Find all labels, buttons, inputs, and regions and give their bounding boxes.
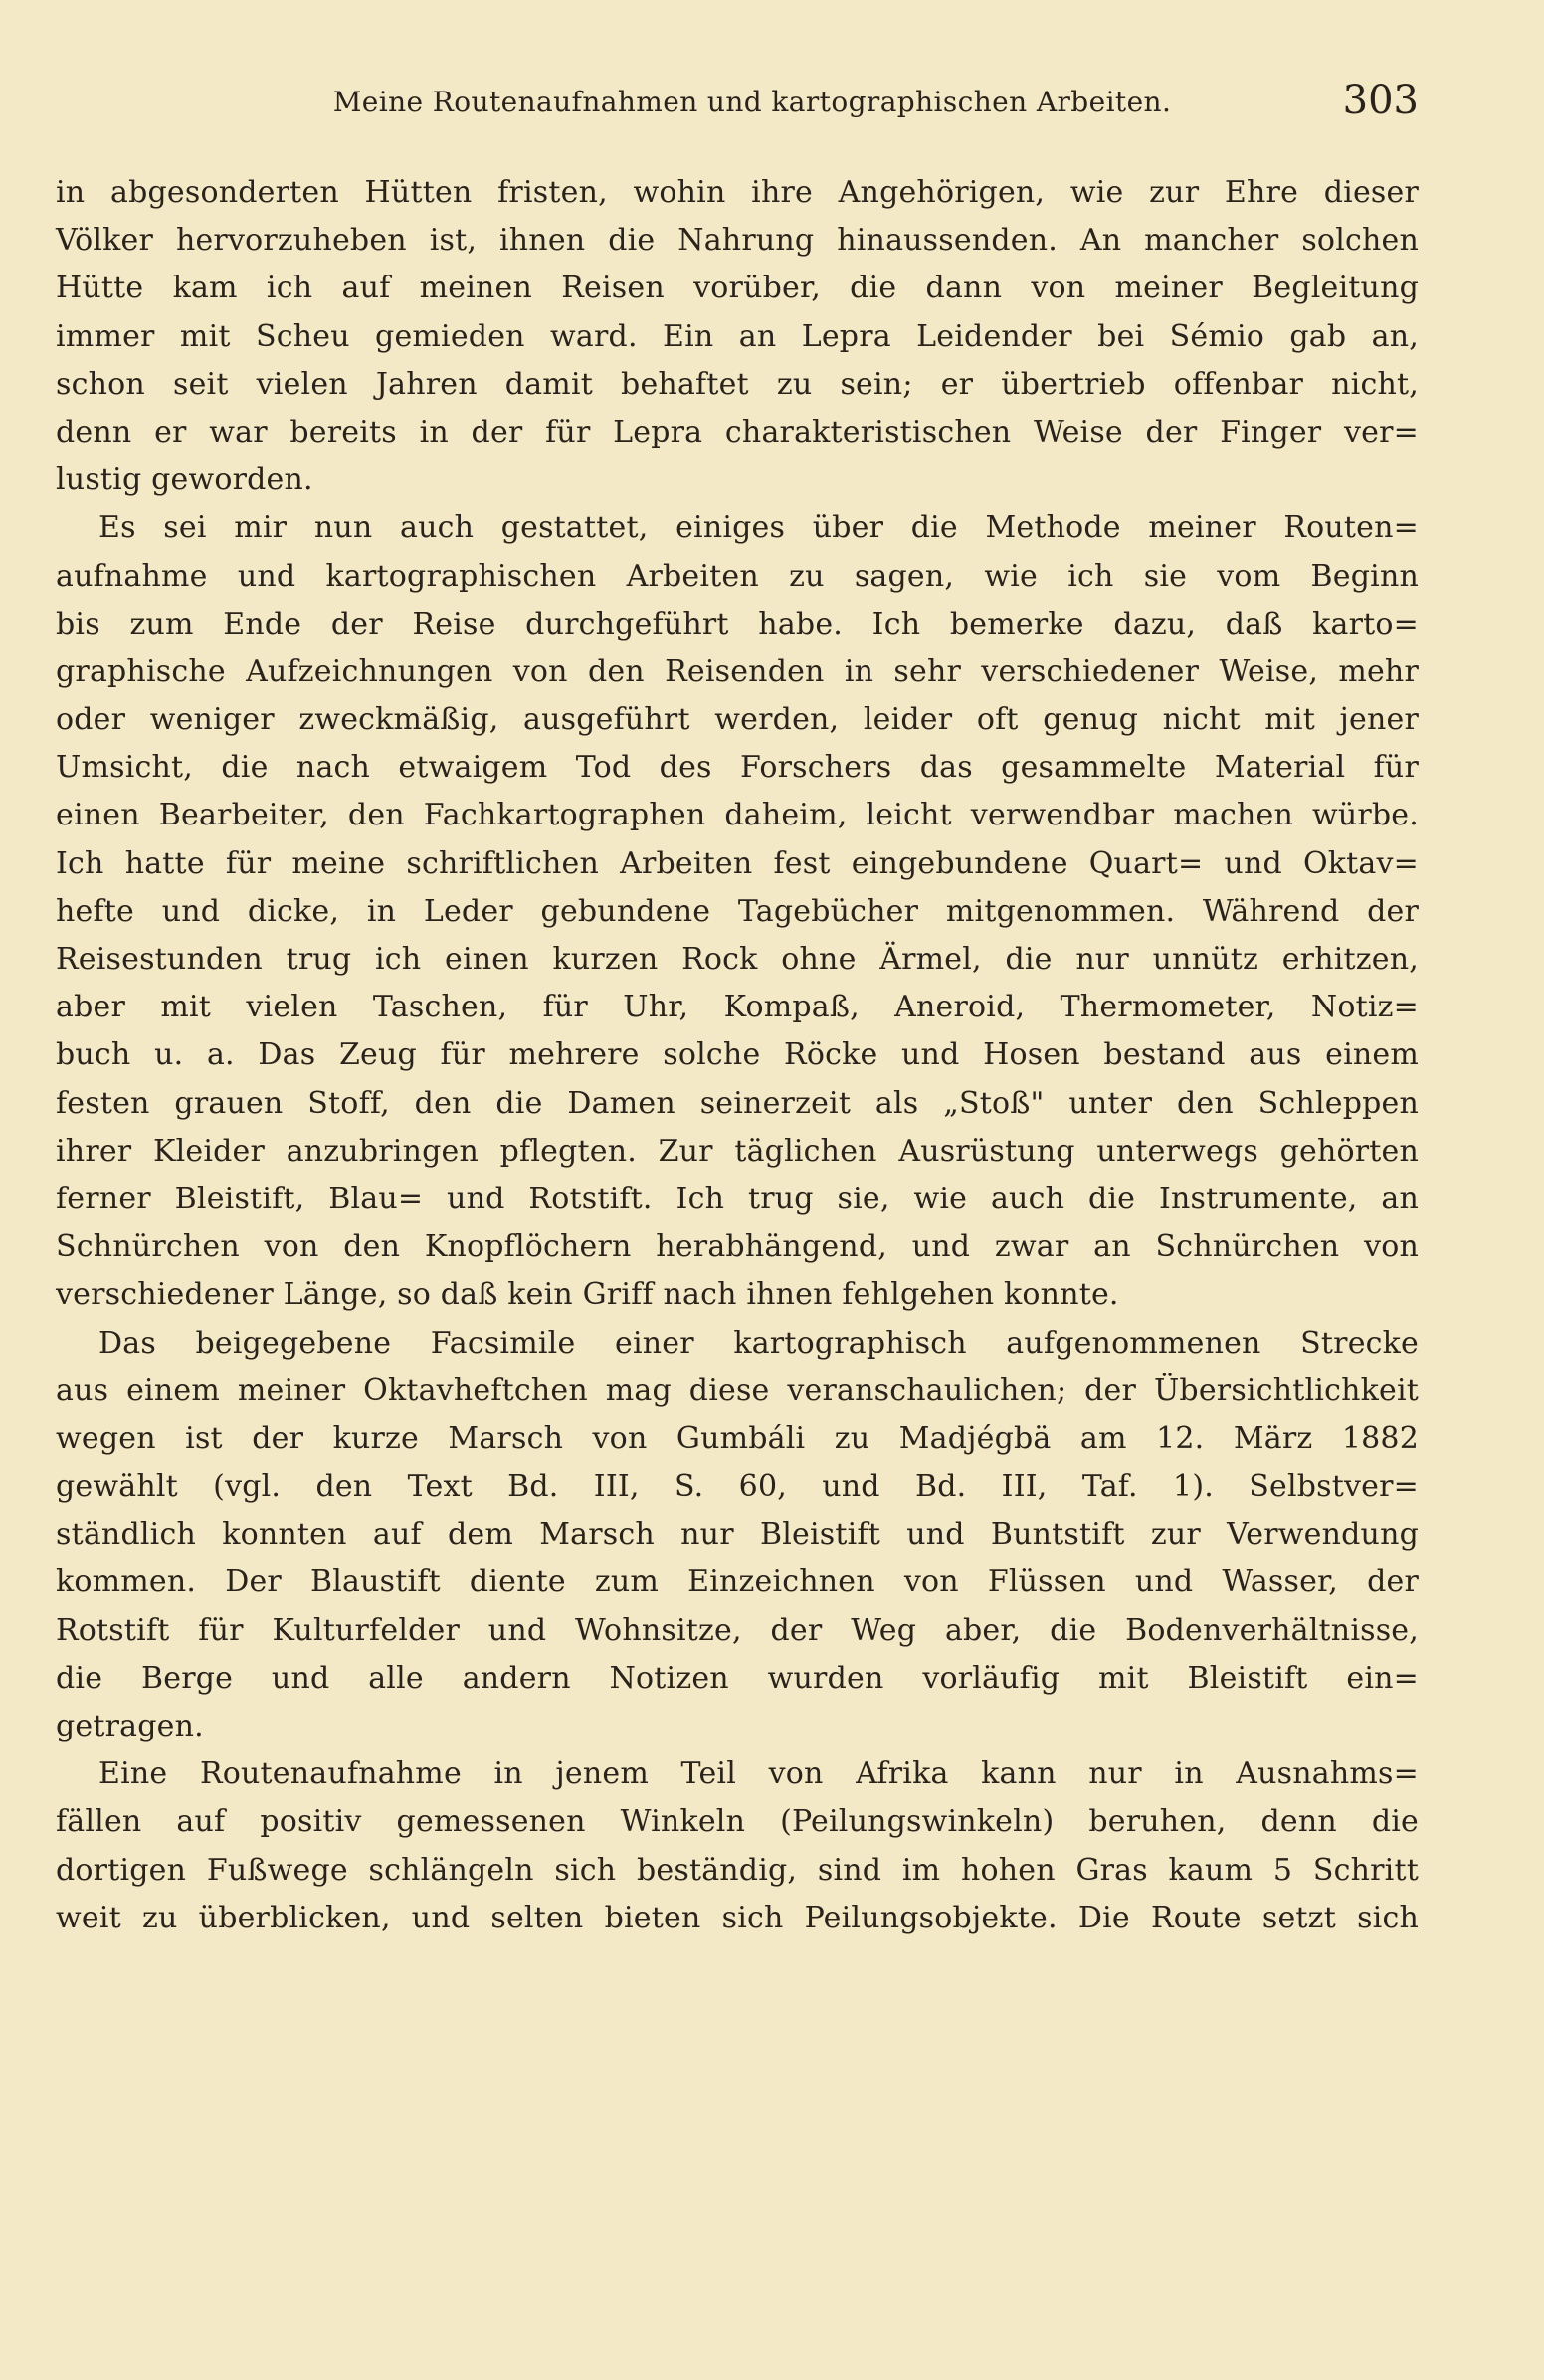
text-line: lustig geworden. xyxy=(56,462,313,498)
text-line: ferner Bleistift, Blau= und Rotstift. Ich trug sie, wie auch die Instrumente, an xyxy=(56,1181,1419,1216)
text-line: wegen ist der kurze Marsch von Gumbáli zu Madjégbä am 12. März 1882 xyxy=(56,1420,1419,1456)
text-line: verschiedener Länge, so daß kein Griff nach ihnen fehlgehen konnte. xyxy=(56,1277,1119,1313)
text-line: hefte und dicke, in Leder gebundene Tagebücher mitgenommen. Während der xyxy=(56,893,1419,929)
text-line: Reisestunden trug ich einen kurzen Rock ohne Ärmel, die nur unnütz erhitzen, xyxy=(56,942,1419,977)
paragraph xyxy=(56,169,1419,504)
text-line: kommen. Der Blaustift diente zum Einzeichnen von Flüssen und Wasser, der xyxy=(56,1564,1419,1600)
text-line: gewählt (vgl. den Text Bd. III, S. 60, und Bd. III, Taf. 1). Selbstver= xyxy=(56,1469,1419,1505)
text-line: aus einem meiner Oktavheftchen mag diese veranschaulichen; der Übersichtlichkeit xyxy=(56,1373,1419,1408)
text-line: festen grauen Stoff, den die Damen seinerzeit als „Stoß" unter den Schleppen xyxy=(56,1085,1419,1121)
text-line: getragen. xyxy=(56,1709,204,1743)
text-line: einen Bearbeiter, den Fachkartographen daheim, leicht verwendbar machen würbe. xyxy=(56,798,1419,833)
text-line: ständlich konnten auf dem Marsch nur Bleistift und Buntstift zur Verwendung xyxy=(56,1517,1419,1553)
text-line: Umsicht, die nach etwaigem Tod des Forschers das gesammelte Material für xyxy=(56,750,1419,786)
running-head xyxy=(56,78,1419,137)
running-title: Meine Routenaufnahmen und kartographischen Arbeiten. xyxy=(332,86,1172,118)
text-line: bis zum Ende der Reise durchgeführt habe. Ich bemerke dazu, daß karto= xyxy=(56,606,1419,641)
text-line: Schnürchen von den Knopflöchern herabhängend, und zwar an Schnürchen von xyxy=(56,1229,1419,1265)
text-line: ihrer Kleider anzubringen pflegten. Zur täglichen Ausrüstung unterwegs gehörten xyxy=(56,1133,1419,1169)
text-line: Rotstift für Kulturfelder und Wohnsitze, der Weg aber, die Bodenverhältnisse, xyxy=(56,1612,1419,1648)
text-line: weit zu überblicken, und selten bieten sich Peilungsobjekte. Die Route setzt sich xyxy=(56,1900,1419,1935)
text-line: Das beigegebene Facsimile einer kartographisch aufgenommenen Strecke xyxy=(98,1325,1419,1361)
paragraph xyxy=(56,504,1419,1319)
text-line: Hütte kam ich auf meinen Reisen vorüber, die dann von meiner Begleitung xyxy=(56,271,1419,306)
text-line: buch u. a. Das Zeug für mehrere solche Röcke und Hosen bestand aus einem xyxy=(56,1037,1419,1073)
text-line: dortigen Fußwege schlängeln sich beständig, sind im hohen Gras kaum 5 Schritt xyxy=(56,1852,1419,1888)
text-line: oder weniger zweckmäßig, ausgeführt werden, leider oft genug nicht mit jener xyxy=(56,702,1419,738)
page-number: 303 xyxy=(1342,78,1419,123)
text-line: graphische Aufzeichnungen von den Reisenden in sehr verschiedener Weise, mehr xyxy=(56,653,1419,689)
text-line: immer mit Scheu gemieden ward. Ein an Lepra Leidender bei Sémio gab an, xyxy=(56,318,1419,354)
text-line: Eine Routenaufnahme in jenem Teil von Afrika kann nur in Ausnahms= xyxy=(98,1756,1419,1792)
paragraph xyxy=(56,1750,1419,1942)
text-line: Es sei mir nun auch gestattet, einiges über die Methode meiner Routen= xyxy=(98,510,1419,546)
paragraph xyxy=(56,1320,1419,1751)
text-line: die Berge und alle andern Notizen wurden vorläufig mit Bleistift ein= xyxy=(56,1660,1419,1696)
text-line: Ich hatte für meine schriftlichen Arbeiten fest eingebundene Quart= und Oktav= xyxy=(56,845,1419,881)
text-line: schon seit vielen Jahren damit behaftet zu sein; er übertrieb offenbar nicht, xyxy=(56,366,1419,402)
text-line: Völker hervorzuheben ist, ihnen die Nahrung hinaussenden. An mancher solchen xyxy=(56,223,1419,259)
text-line: aufnahme und kartographischen Arbeiten zu sagen, wie ich sie vom Beginn xyxy=(56,558,1419,594)
text-line: fällen auf positiv gemessenen Winkeln (Peilungswinkeln) beruhen, denn die xyxy=(56,1804,1419,1840)
text-line: in abgesonderten Hütten fristen, wohin ihre Angehörigen, wie zur Ehre dieser xyxy=(56,175,1419,210)
text-line: aber mit vielen Taschen, für Uhr, Kompaß, Aneroid, Thermometer, Notiz= xyxy=(56,990,1419,1025)
body-text xyxy=(56,169,1419,1942)
text-line: denn er war bereits in der für Lepra charakteristischen Weise der Finger ver= xyxy=(56,414,1419,450)
